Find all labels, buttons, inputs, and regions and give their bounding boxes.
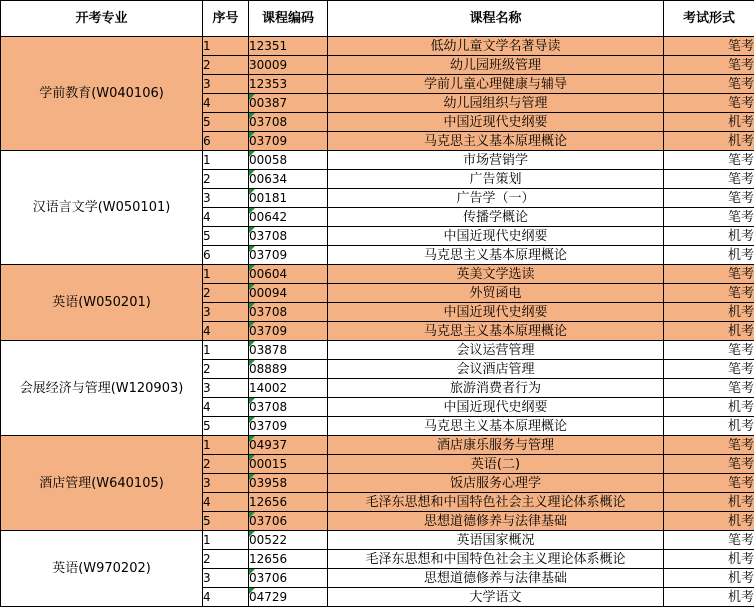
seq-cell[interactable]: 3 — [203, 75, 249, 94]
table-row — [1, 37, 754, 56]
seq-cell[interactable]: 4 — [203, 493, 249, 512]
course-code-cell[interactable]: 03709 — [249, 246, 328, 265]
course-name-cell[interactable]: 学前儿童心理健康与辅导 — [328, 75, 664, 94]
major-cell[interactable]: 汉语言文学(W050101) — [1, 151, 203, 265]
table-row — [1, 341, 754, 360]
header-major[interactable]: 开考专业 — [1, 1, 203, 37]
course-name-cell[interactable]: 幼儿园班级管理 — [328, 56, 664, 75]
seq-cell[interactable]: 5 — [203, 417, 249, 436]
exam-type-cell[interactable]: 机考 — [664, 322, 754, 341]
course-code-cell[interactable]: 03708 — [249, 227, 328, 246]
seq-cell[interactable]: 1 — [203, 265, 249, 284]
course-name-cell[interactable]: 中国近现代史纲要 — [328, 303, 664, 322]
seq-cell[interactable]: 6 — [203, 132, 249, 151]
course-name-cell[interactable]: 毛泽东思想和中国特色社会主义理论体系概论 — [328, 493, 664, 512]
exam-type-cell[interactable]: 机考 — [664, 550, 754, 569]
course-name-cell[interactable]: 旅游消费者行为 — [328, 379, 664, 398]
course-name-cell[interactable]: 外贸函电 — [328, 284, 664, 303]
seq-cell[interactable]: 6 — [203, 246, 249, 265]
seq-cell[interactable]: 2 — [203, 170, 249, 189]
course-code-cell[interactable]: 03709 — [249, 132, 328, 151]
course-name-cell[interactable]: 思想道德修养与法律基础 — [328, 512, 664, 531]
table-row — [1, 265, 754, 284]
exam-type-cell[interactable]: 笔考 — [664, 341, 754, 360]
table-row — [1, 151, 754, 170]
course-name-cell[interactable]: 马克思主义基本原理概论 — [328, 132, 664, 151]
seq-cell[interactable]: 1 — [203, 151, 249, 170]
exam-type-cell[interactable]: 笔考 — [664, 189, 754, 208]
seq-cell[interactable]: 1 — [203, 341, 249, 360]
course-name-cell[interactable]: 饭店服务心理学 — [328, 474, 664, 493]
exam-type-cell[interactable]: 笔考 — [664, 208, 754, 227]
seq-cell[interactable]: 4 — [203, 94, 249, 113]
header-row — [1, 1, 754, 37]
course-name-cell[interactable]: 思想道德修养与法律基础 — [328, 569, 664, 588]
course-code-cell[interactable]: 03706 — [249, 512, 328, 531]
exam-type-cell[interactable]: 笔考 — [664, 151, 754, 170]
seq-cell[interactable]: 5 — [203, 113, 249, 132]
course-name-cell[interactable]: 会议运营管理 — [328, 341, 664, 360]
course-name-cell[interactable]: 幼儿园组织与管理 — [328, 94, 664, 113]
course-code-cell[interactable]: 00387 — [249, 94, 328, 113]
course-code-cell[interactable]: 03709 — [249, 322, 328, 341]
course-code-cell[interactable]: 30009 — [249, 56, 328, 75]
course-name-cell[interactable]: 马克思主义基本原理概论 — [328, 322, 664, 341]
header-seq[interactable]: 序号 — [203, 1, 249, 37]
course-name-cell[interactable]: 广告策划 — [328, 170, 664, 189]
course-name-cell[interactable]: 毛泽东思想和中国特色社会主义理论体系概论 — [328, 550, 664, 569]
seq-cell[interactable]: 3 — [203, 569, 249, 588]
exam-type-cell[interactable]: 机考 — [664, 132, 754, 151]
course-code-cell[interactable]: 00181 — [249, 189, 328, 208]
course-code-cell[interactable]: 03708 — [249, 303, 328, 322]
seq-cell[interactable]: 1 — [203, 37, 249, 56]
course-name-cell[interactable]: 会议酒店管理 — [328, 360, 664, 379]
seq-cell[interactable]: 2 — [203, 550, 249, 569]
header-code[interactable]: 课程编码 — [249, 1, 328, 37]
exam-type-cell[interactable]: 机考 — [664, 227, 754, 246]
course-code-cell[interactable]: 12351 — [249, 37, 328, 56]
exam-type-cell[interactable]: 笔考 — [664, 265, 754, 284]
exam-type-cell[interactable]: 机考 — [664, 569, 754, 588]
seq-cell[interactable]: 1 — [203, 531, 249, 550]
seq-cell[interactable]: 3 — [203, 474, 249, 493]
seq-cell[interactable]: 1 — [203, 436, 249, 455]
table-row — [1, 531, 754, 550]
course-code-cell[interactable]: 00634 — [249, 170, 328, 189]
exam-type-cell[interactable]: 笔考 — [664, 75, 754, 94]
seq-cell[interactable]: 3 — [203, 189, 249, 208]
course-code-cell[interactable]: 00604 — [249, 265, 328, 284]
exam-type-cell[interactable]: 笔考 — [664, 284, 754, 303]
major-cell[interactable]: 会展经济与管理(W120903) — [1, 341, 203, 436]
course-code-cell[interactable]: 04937 — [249, 436, 328, 455]
course-name-cell[interactable]: 英语(二) — [328, 455, 664, 474]
exam-type-cell[interactable]: 笔考 — [664, 360, 754, 379]
course-code-cell[interactable]: 00522 — [249, 531, 328, 550]
seq-cell[interactable]: 2 — [203, 284, 249, 303]
course-code-cell[interactable]: 03958 — [249, 474, 328, 493]
seq-cell[interactable]: 2 — [203, 360, 249, 379]
course-code-cell[interactable]: 12656 — [249, 550, 328, 569]
exam-type-cell[interactable]: 笔考 — [664, 531, 754, 550]
seq-cell[interactable]: 3 — [203, 379, 249, 398]
course-name-cell[interactable]: 马克思主义基本原理概论 — [328, 246, 664, 265]
exam-type-cell[interactable]: 机考 — [664, 113, 754, 132]
course-name-cell[interactable]: 英语国家概况 — [328, 531, 664, 550]
major-cell[interactable]: 学前教育(W040106) — [1, 37, 203, 151]
table-row — [1, 436, 754, 455]
major-cell[interactable]: 英语(W050201) — [1, 265, 203, 341]
exam-type-cell[interactable]: 机考 — [664, 493, 754, 512]
major-cell[interactable]: 英语(W970202) — [1, 531, 203, 607]
seq-cell[interactable]: 4 — [203, 398, 249, 417]
exam-type-cell[interactable]: 机考 — [664, 246, 754, 265]
course-code-cell[interactable]: 03708 — [249, 113, 328, 132]
course-name-cell[interactable]: 中国近现代史纲要 — [328, 113, 664, 132]
header-exam[interactable]: 考试形式 — [664, 1, 754, 37]
exam-type-cell[interactable]: 笔考 — [664, 170, 754, 189]
course-name-cell[interactable]: 大学语文 — [328, 588, 664, 607]
exam-type-cell[interactable]: 笔考 — [664, 436, 754, 455]
course-code-cell[interactable]: 12656 — [249, 493, 328, 512]
course-code-cell[interactable]: 03706 — [249, 569, 328, 588]
exam-type-cell[interactable]: 机考 — [664, 512, 754, 531]
course-code-cell[interactable]: 00642 — [249, 208, 328, 227]
seq-cell[interactable]: 4 — [203, 208, 249, 227]
course-code-cell[interactable]: 00015 — [249, 455, 328, 474]
course-name-cell[interactable]: 中国近现代史纲要 — [328, 398, 664, 417]
course-name-cell[interactable]: 传播学概论 — [328, 208, 664, 227]
exam-type-cell[interactable]: 笔考 — [664, 379, 754, 398]
exam-type-cell[interactable]: 笔考 — [664, 474, 754, 493]
course-code-cell[interactable]: 03878 — [249, 341, 328, 360]
table-body — [1, 37, 754, 607]
exam-type-cell[interactable]: 机考 — [664, 417, 754, 436]
course-code-cell[interactable]: 08889 — [249, 360, 328, 379]
course-name-cell[interactable]: 广告学（一） — [328, 189, 664, 208]
course-code-cell[interactable]: 00058 — [249, 151, 328, 170]
course-code-cell[interactable]: 03709 — [249, 417, 328, 436]
course-name-cell[interactable]: 马克思主义基本原理概论 — [328, 417, 664, 436]
exam-type-cell[interactable]: 机考 — [664, 588, 754, 607]
exam-type-cell[interactable]: 机考 — [664, 398, 754, 417]
exam-type-cell[interactable]: 笔考 — [664, 37, 754, 56]
header-name[interactable]: 课程名称 — [328, 1, 664, 37]
seq-cell[interactable]: 4 — [203, 588, 249, 607]
course-code-cell[interactable]: 14002 — [249, 379, 328, 398]
course-name-cell[interactable]: 酒店康乐服务与管理 — [328, 436, 664, 455]
exam-type-cell[interactable]: 机考 — [664, 303, 754, 322]
course-name-cell[interactable]: 中国近现代史纲要 — [328, 227, 664, 246]
course-code-cell[interactable]: 04729 — [249, 588, 328, 607]
course-name-cell[interactable]: 市场营销学 — [328, 151, 664, 170]
course-code-cell[interactable]: 00094 — [249, 284, 328, 303]
exam-type-cell[interactable]: 笔考 — [664, 56, 754, 75]
seq-cell[interactable]: 2 — [203, 455, 249, 474]
course-code-cell[interactable]: 12353 — [249, 75, 328, 94]
seq-cell[interactable]: 5 — [203, 227, 249, 246]
seq-cell[interactable]: 2 — [203, 56, 249, 75]
exam-type-cell[interactable]: 笔考 — [664, 455, 754, 474]
course-name-cell[interactable]: 低幼儿童文学名著导读 — [328, 37, 664, 56]
major-cell[interactable]: 酒店管理(W640105) — [1, 436, 203, 531]
course-name-cell[interactable]: 英美文学选读 — [328, 265, 664, 284]
exam-type-cell[interactable]: 笔考 — [664, 94, 754, 113]
course-code-cell[interactable]: 03708 — [249, 398, 328, 417]
seq-cell[interactable]: 5 — [203, 512, 249, 531]
seq-cell[interactable]: 3 — [203, 303, 249, 322]
seq-cell[interactable]: 4 — [203, 322, 249, 341]
